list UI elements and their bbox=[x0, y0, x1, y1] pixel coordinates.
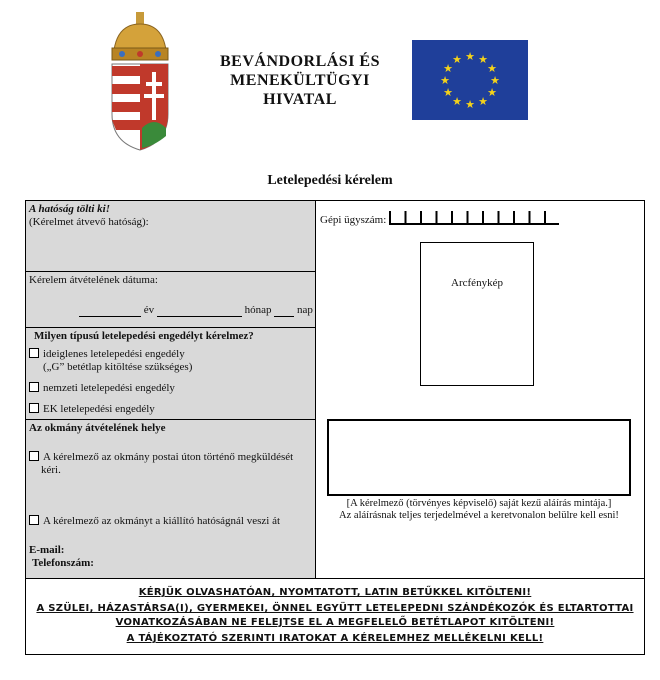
svg-text:★: ★ bbox=[487, 62, 497, 75]
checkbox[interactable] bbox=[29, 382, 39, 392]
checkbox[interactable] bbox=[29, 348, 39, 358]
case-number bbox=[320, 211, 559, 226]
option-label: A kérelmező az okmányt a kiállító hatóságnál veszi át bbox=[43, 515, 281, 527]
notice-line3: VONATKOZÁSÁBAN NE FELEJTSE EL A MEGFELELŐ BETÉTLAPOT KITÖLTENI! bbox=[115, 617, 555, 628]
notice-line1: KÉRJÜK OLVASHATÓAN, NYOMTATOTT, LATIN BETŰKKEL KITÖLTENI! bbox=[138, 587, 532, 598]
eu-flag-icon bbox=[412, 40, 528, 120]
agency-name-line3: HIVATAL bbox=[263, 91, 337, 108]
signature-note-line1: [A kérelmező (törvényes képviselő) saját kezű aláírás mintája.] bbox=[346, 498, 612, 509]
date-label: Kérelem átvételének dátuma: bbox=[29, 274, 158, 286]
day-field[interactable] bbox=[274, 316, 294, 317]
permit-type-section bbox=[26, 327, 316, 419]
year-label: év bbox=[143, 304, 155, 316]
authority-column bbox=[26, 201, 316, 578]
svg-text:★: ★ bbox=[490, 74, 500, 87]
signature-box[interactable] bbox=[327, 419, 631, 496]
svg-text:★: ★ bbox=[452, 53, 462, 66]
svg-text:★: ★ bbox=[452, 95, 462, 108]
checkbox[interactable] bbox=[29, 451, 39, 461]
svg-text:★: ★ bbox=[465, 98, 475, 111]
day-label: nap bbox=[297, 304, 313, 316]
authority-section bbox=[26, 201, 316, 271]
agency-name-line1: BEVÁNDORLÁSI ÉS bbox=[220, 53, 380, 70]
svg-text:★: ★ bbox=[478, 95, 488, 108]
svg-text:★: ★ bbox=[443, 86, 453, 99]
phone-label: Telefonszám: bbox=[32, 557, 94, 569]
pickup-heading: Az okmány átvételének helye bbox=[29, 422, 166, 434]
notice-box bbox=[26, 578, 644, 656]
document-title: Letelepedési kérelem bbox=[267, 173, 393, 188]
authority-label: (Kérelmet átvevő hatóság): bbox=[29, 216, 149, 228]
agency-name bbox=[210, 52, 390, 109]
option-label: nemzeti letelepedési engedély bbox=[43, 382, 175, 394]
application-form bbox=[25, 200, 645, 655]
pickup-section bbox=[26, 419, 316, 578]
svg-text:★: ★ bbox=[487, 86, 497, 99]
month-label: hónap bbox=[244, 304, 272, 316]
pickup-option-post[interactable] bbox=[29, 451, 313, 477]
option-label: ideiglenes letelepedési engedély bbox=[43, 348, 185, 360]
option-label: EK letelepedési engedély bbox=[43, 403, 155, 415]
svg-text:★: ★ bbox=[440, 74, 450, 87]
email-label: E-mail: bbox=[29, 544, 65, 556]
permit-option-ek[interactable] bbox=[29, 403, 313, 416]
svg-text:★: ★ bbox=[478, 53, 488, 66]
option-sub: („G” betétlap kitöltése szükséges) bbox=[43, 361, 193, 373]
case-number-label: Gépi ügyszám: bbox=[320, 214, 387, 226]
case-number-field[interactable] bbox=[389, 211, 559, 225]
checkbox[interactable] bbox=[29, 403, 39, 413]
photo-label: Arcfénykép bbox=[451, 277, 503, 289]
month-field[interactable] bbox=[157, 316, 242, 317]
signature-note bbox=[327, 498, 631, 522]
coat-of-arms-icon bbox=[108, 10, 172, 152]
permit-type-question: Milyen típusú letelepedési engedélyt kérelmez? bbox=[34, 330, 254, 342]
checkbox[interactable] bbox=[29, 515, 39, 525]
applicant-column bbox=[316, 201, 644, 578]
photo-box[interactable] bbox=[420, 242, 534, 386]
notice-line4: A TÁJÉKOZTATÓ SZERINTI IRATOKAT A KÉRELEMHEZ MELLÉKELNI KELL! bbox=[126, 633, 544, 644]
pickup-option-office[interactable] bbox=[29, 515, 313, 528]
option-label: A kérelmező az okmány postai úton történő megküldését kéri. bbox=[41, 451, 294, 476]
authority-heading: A hatóság tölti ki! bbox=[29, 203, 110, 215]
permit-option-temporary[interactable] bbox=[29, 348, 313, 361]
permit-option-national[interactable] bbox=[29, 382, 313, 395]
svg-text:★: ★ bbox=[465, 50, 475, 63]
agency-name-line2: MENEKÜLTÜGYI bbox=[230, 72, 370, 89]
year-field[interactable] bbox=[79, 316, 141, 317]
svg-text:★: ★ bbox=[443, 62, 453, 75]
signature-note-line2: Az aláírásnak teljes terjedelmével a keretvonalon belülre kell esni! bbox=[339, 510, 619, 521]
notice-line2: A SZÜLEI, HÁZASTÁRSA(I), GYERMEKEI, ÖNNEL EGYÜTT LETELEPEDNI SZÁNDÉKOZÓK ÉS ELTARTOTTAI bbox=[36, 603, 634, 614]
date-section bbox=[26, 271, 316, 327]
